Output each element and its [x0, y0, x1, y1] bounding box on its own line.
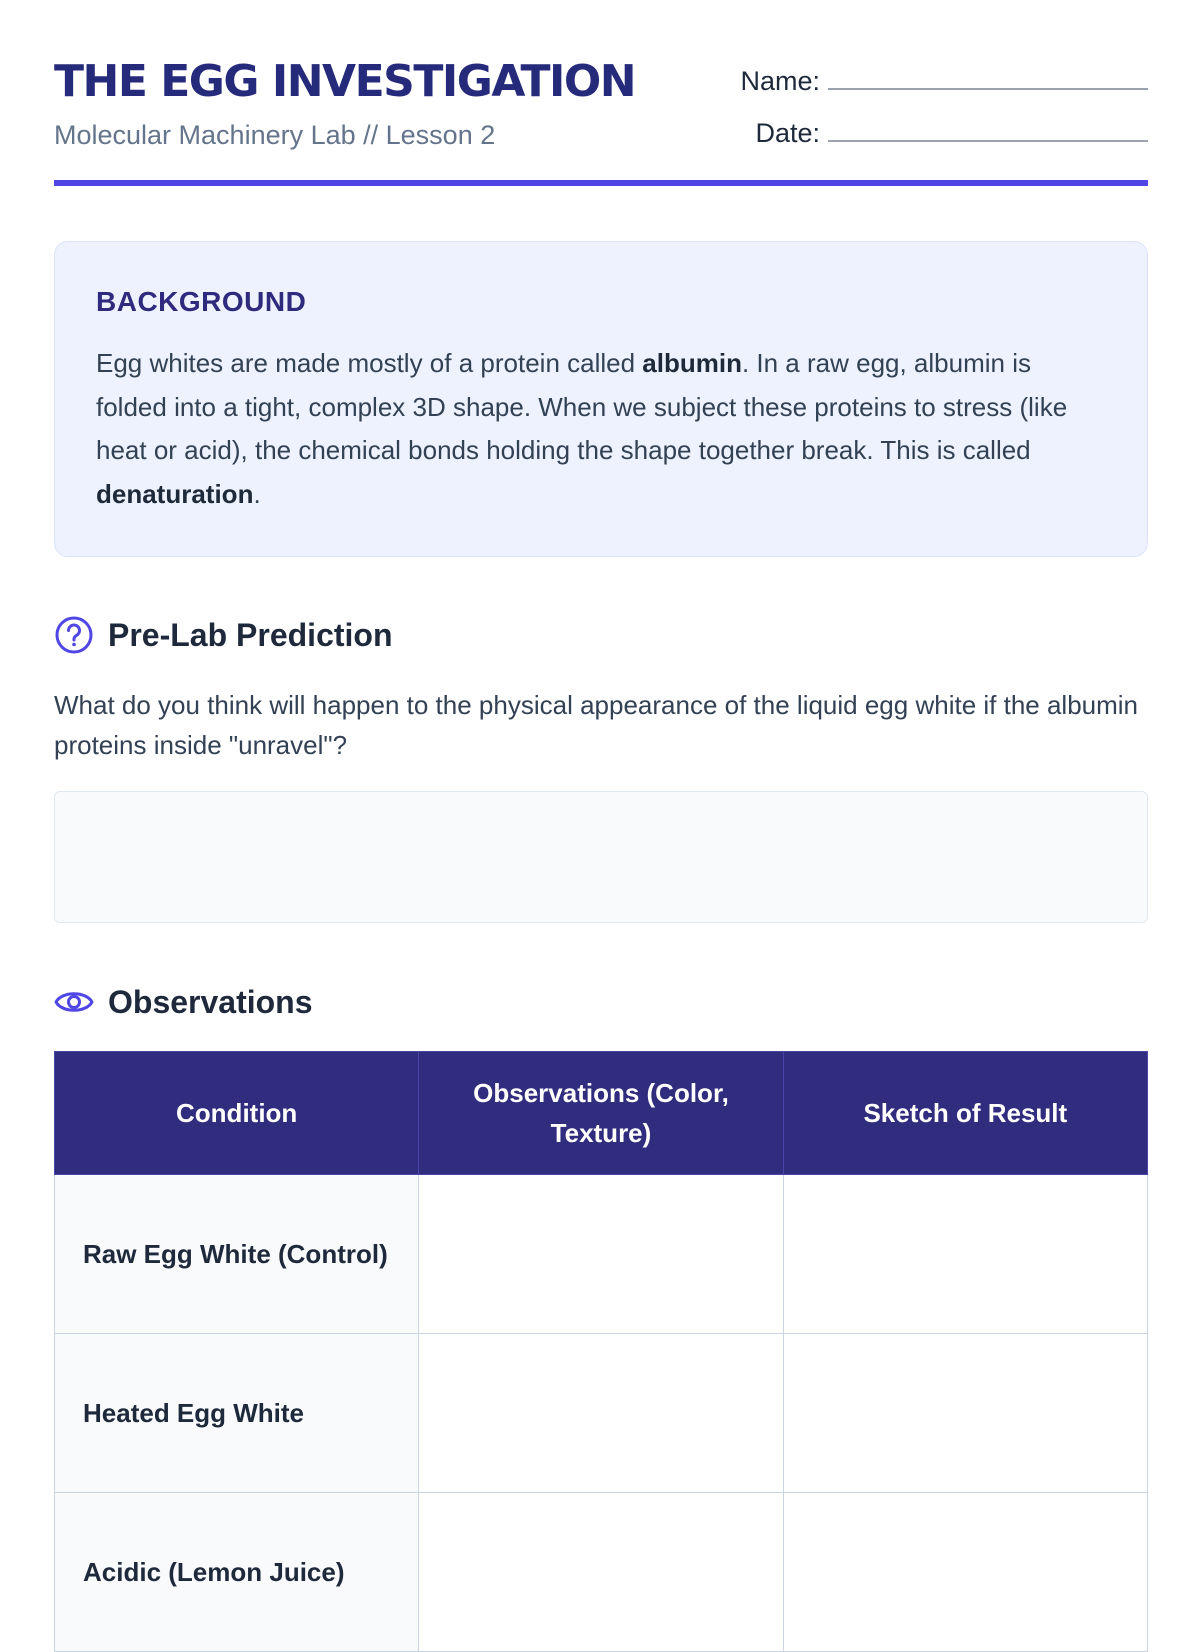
- table-row: [55, 1334, 1148, 1493]
- question-circle-icon: [54, 615, 94, 655]
- table-row: [55, 1493, 1148, 1652]
- observation-cell[interactable]: [419, 1175, 783, 1334]
- prediction-answer-box[interactable]: [54, 791, 1148, 923]
- name-field[interactable]: [736, 64, 1148, 98]
- table-row: [55, 1175, 1148, 1334]
- page-subtitle: Molecular Machinery Lab // Lesson 2: [54, 120, 496, 150]
- albumin-term: albumin: [642, 348, 742, 378]
- date-field[interactable]: [736, 116, 1148, 150]
- name-line[interactable]: [828, 88, 1148, 90]
- condition-cell: Raw Egg White (Control): [55, 1175, 419, 1334]
- page-title: THE EGG INVESTIGATION: [54, 56, 636, 107]
- header: [54, 0, 1148, 188]
- sketch-cell[interactable]: [783, 1334, 1147, 1493]
- background-text-part: . In a raw egg, albumin is folded into a tight, complex 3D shape. When we subject these proteins to stress (like heat or acid), the chemical bonds holding the shape together break. This is called: [96, 348, 1068, 465]
- header-divider: [54, 180, 1148, 186]
- observation-cell[interactable]: [419, 1493, 783, 1652]
- column-header-condition: Condition: [55, 1052, 419, 1175]
- background-heading: BACKGROUND: [96, 286, 307, 317]
- denaturation-term: denaturation: [96, 478, 254, 509]
- condition-cell: Heated Egg White: [55, 1334, 419, 1493]
- observations-table: [54, 1051, 1148, 1652]
- sketch-cell[interactable]: [783, 1493, 1147, 1652]
- name-label: Name:: [740, 66, 820, 96]
- observation-cell[interactable]: [419, 1334, 783, 1493]
- table-header-row: [55, 1052, 1148, 1175]
- prelab-heading: Pre-Lab Prediction: [108, 617, 393, 653]
- condition-cell: Acidic (Lemon Juice): [55, 1493, 419, 1652]
- worksheet-page: [54, 0, 1148, 1587]
- background-text-part: Egg whites are made mostly of a protein called: [96, 348, 643, 378]
- date-line[interactable]: [828, 140, 1148, 142]
- column-header-observations: Observations (Color, Texture): [419, 1052, 783, 1175]
- prelab-section-heading: [54, 615, 393, 655]
- background-text: [96, 342, 1107, 516]
- prelab-prompt: What do you think will happen to the physical appearance of the liquid egg white if the albumin proteins inside "unravel"?: [54, 690, 1139, 760]
- sketch-cell[interactable]: [783, 1175, 1147, 1334]
- eye-icon: [54, 982, 94, 1022]
- background-text-part: .: [253, 478, 261, 509]
- column-header-sketch: Sketch of Result: [783, 1052, 1147, 1175]
- observations-heading: Observations: [108, 984, 313, 1020]
- date-label: Date:: [755, 118, 820, 148]
- background-box: [54, 241, 1148, 557]
- observations-section-heading: [54, 982, 313, 1022]
